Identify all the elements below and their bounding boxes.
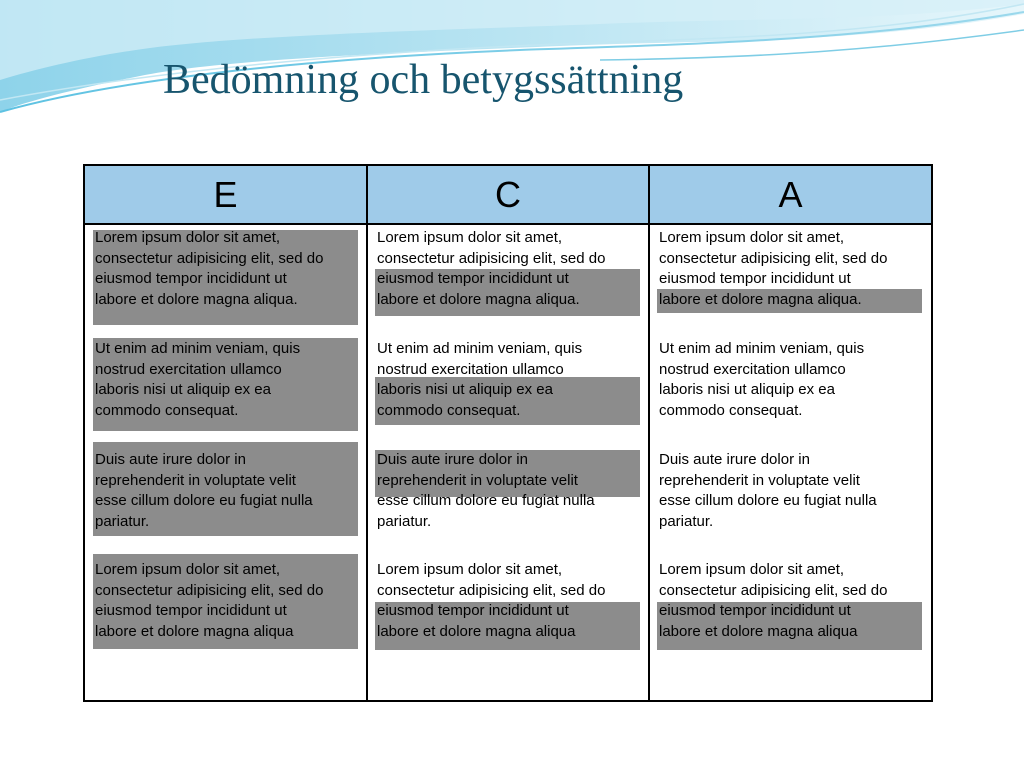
criterion-text: Lorem ipsum dolor sit amet, consectetur adipisicing elit, sed do eiusmod tempor incididunt ut labore et dolore magna aliqua	[659, 561, 888, 640]
criterion-text: Lorem ipsum dolor sit amet, consectetur adipisicing elit, sed do eiusmod tempor incididunt ut labore et dolore magna aliqua	[95, 561, 324, 640]
criterion-text: Ut enim ad minim veniam, quis nostrud exercitation ullamco laboris nisi ut aliquip ex ea commodo consequat.	[377, 340, 583, 419]
criterion-text: Ut enim ad minim veniam, quis nostrud exercitation ullamco laboris nisi ut aliquip ex ea commodo consequat.	[95, 340, 301, 419]
criterion-text: Duis aute irure dolor in reprehenderit in voluptate velit esse cillum dolore eu fugiat nulla pariatur.	[95, 451, 313, 530]
column-divider	[648, 166, 650, 700]
criterion-text: Ut enim ad minim veniam, quis nostrud exercitation ullamco laboris nisi ut aliquip ex ea commodo consequat.	[659, 340, 865, 419]
criterion-text: Duis aute irure dolor in reprehenderit in voluptate velit esse cillum dolore eu fugiat nulla pariatur.	[659, 451, 877, 530]
criterion-text: Lorem ipsum dolor sit amet, consectetur adipisicing elit, sed do eiusmod tempor incididunt ut labore et dolore magna aliqua.	[659, 229, 888, 308]
grading-table	[83, 164, 933, 702]
column-divider	[366, 166, 368, 700]
criterion-text: Lorem ipsum dolor sit amet, consectetur adipisicing elit, sed do eiusmod tempor incididunt ut labore et dolore magna aliqua.	[377, 229, 606, 308]
criterion-text: Lorem ipsum dolor sit amet, consectetur adipisicing elit, sed do eiusmod tempor incididunt ut labore et dolore magna aliqua.	[95, 229, 324, 308]
criterion-text: Lorem ipsum dolor sit amet, consectetur adipisicing elit, sed do eiusmod tempor incididunt ut labore et dolore magna aliqua	[377, 561, 606, 640]
header-grade-a: A	[778, 173, 803, 215]
criterion-text: Duis aute irure dolor in reprehenderit in voluptate velit esse cillum dolore eu fugiat nulla pariatur.	[377, 451, 595, 530]
header-grade-c: C	[495, 173, 521, 215]
slide-title: Bedömning och betygssättning	[163, 57, 684, 103]
header-grade-e: E	[213, 173, 238, 215]
